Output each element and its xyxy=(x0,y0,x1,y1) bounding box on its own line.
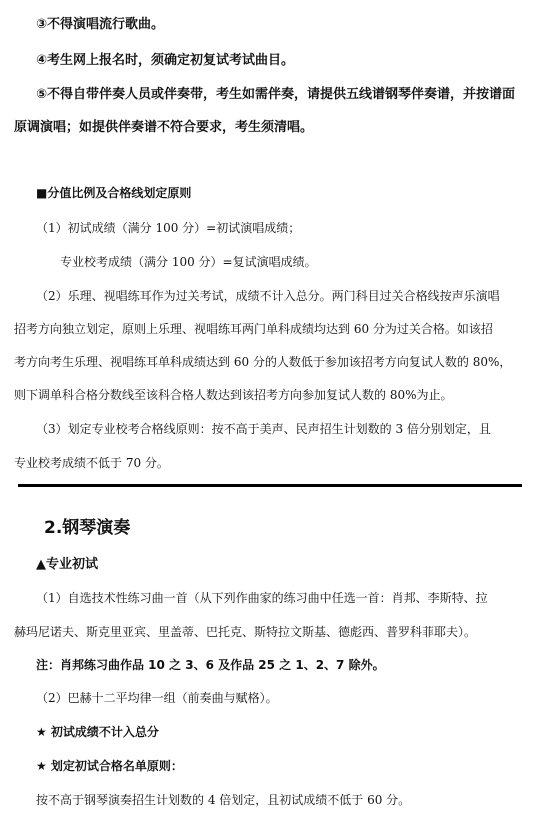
score-item-2-line-2: 招考方向独立划定，原则上乐理、视唱练耳两门单科成绩均达到 60 分为过关合格。如该招 xyxy=(14,322,493,336)
score-item-2-line-1: （2）乐理、视唱练耳作为过关考试，成绩不计入总分。两门科目过关合格线按声乐演唱 xyxy=(36,289,500,303)
score-item-3-line-1: （3）划定专业校考合格线原则：按不高于美声、民声招生计划数的 3 倍分别划定，且 xyxy=(36,422,491,436)
score-item-1: （1）初试成绩（满分 100 分）=初试演唱成绩； xyxy=(36,221,301,235)
section-title-piano: 2.钢琴演奏 xyxy=(44,518,131,538)
section-divider xyxy=(18,484,522,487)
piano-item-2: （2）巴赫十二平均律一组（前奏曲与赋格）。 xyxy=(36,691,278,705)
chopin-note: 注：肖邦练习曲作品 10 之 3、6 及作品 25 之 1、2、7 除外。 xyxy=(36,658,385,672)
score-principles-heading: ■分值比例及合格线划定原则 xyxy=(36,186,192,200)
score-item-1b: 专业校考成绩（满分 100 分）=复试演唱成绩。 xyxy=(60,255,317,269)
rule-5-line-1: ⑤不得自带伴奏人员或伴奏带，考生如需伴奏，请提供五线谱钢琴伴奏谱，并按谱面 xyxy=(36,87,516,102)
score-item-2-line-3: 考方向考生乐理、视唱练耳单科成绩达到 60 分的人数低于参加该招考方向复试人数的 80%， xyxy=(14,355,512,369)
star-note-2: ★ 划定初试合格名单原则： xyxy=(36,759,183,773)
score-item-3-line-2: 专业校考成绩不低于 70 分。 xyxy=(14,456,169,470)
piano-item-1-line-1: （1）自选技术性练习曲一首（从下列作曲家的练习曲中任选一首：肖邦、李斯特、拉 xyxy=(36,591,488,605)
final-principle: 按不高于钢琴演奏招生计划数的 4 倍划定，且初试成绩不低于 60 分。 xyxy=(36,793,411,807)
rule-4: ④考生网上报名时，须确定初复试考试曲目。 xyxy=(36,53,295,68)
preliminary-heading: ▲专业初试 xyxy=(36,557,98,572)
rule-5-line-2: 原调演唱；如提供伴奏谱不符合要求，考生须清唱。 xyxy=(14,120,314,135)
star-note-1: ★ 初试成绩不计入总分 xyxy=(36,725,159,739)
piano-item-1-line-2: 赫玛尼诺夫、斯克里亚宾、里盖蒂、巴托克、斯特拉文斯基、德彪西、普罗科菲耶夫）。 xyxy=(14,625,477,639)
score-item-2-line-4: 则下调单科合格分数线至该科合格人数达到该招考方向参加复试人数的 80%为止。 xyxy=(14,388,453,402)
rule-3: ③不得演唱流行歌曲。 xyxy=(36,17,165,32)
